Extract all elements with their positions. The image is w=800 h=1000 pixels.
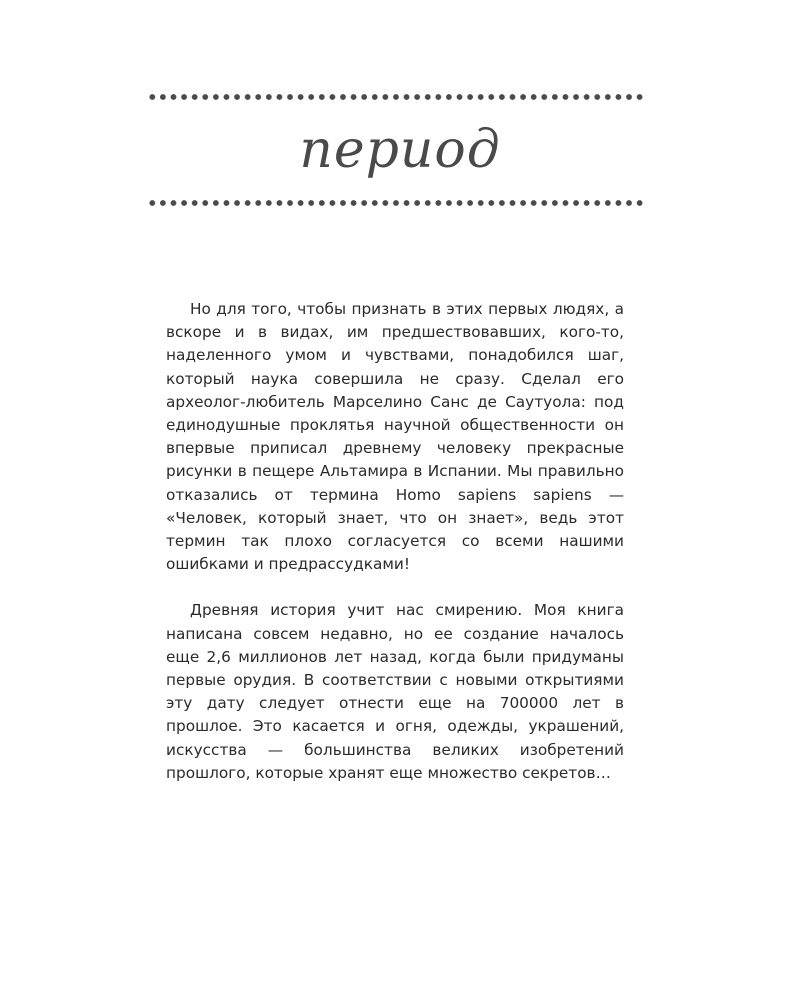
body-text [166, 298, 624, 785]
dotted-divider-bottom [147, 199, 647, 207]
paragraph: Древняя история учит нас смирению. Моя книга написана совсем недавно, но ее создание началось еще 2,6 миллионов лет назад, когда были придуманы первые орудия. В соответствии с новыми открытиями эту дату следует отнести еще на 700000 лет в прошлое. Это касается и огня, одежды, украшений, искусства — большинства великих изобретений прошлого, которые хранят еще множество секретов… [166, 601, 624, 782]
paragraph: Но для того, чтобы признать в этих первых людях, а вскоре и в видах, им предшествовавших, кого-то, наделенного умом и чувствами, понадобился шаг, который наука совершила не сразу. Сделал его археолог-любитель Марселино Санс де Саутуола: под единодушные проклятья научной общественности он впервые приписал древнему человеку прекрасные рисунки в пещере Альтамира в Испании. Мы правильно отказались от термина Homo sapiens sapiens — «Человек, который знает, что он знает», ведь этот термин так плохо согласуется со всеми нашими ошибками и предрассудками! [166, 300, 624, 574]
dotted-divider-top [147, 93, 647, 101]
chapter-heading: период [299, 120, 501, 180]
